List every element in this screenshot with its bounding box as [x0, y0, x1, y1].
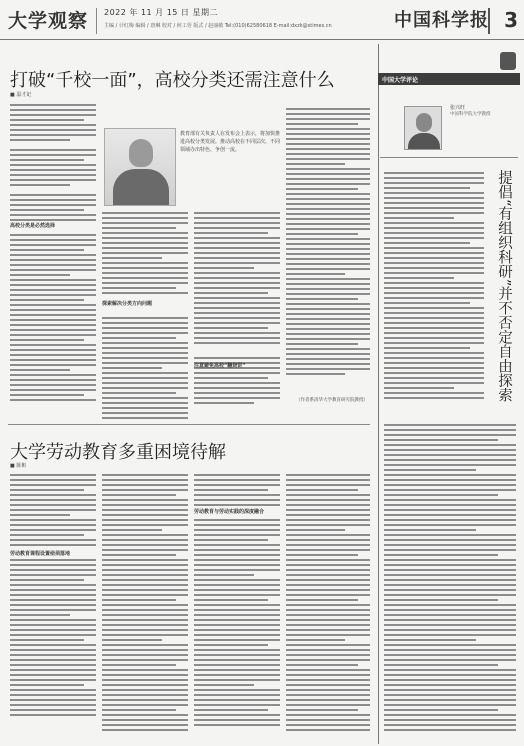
article1-subhead-2: 探索解决分类方向问题: [102, 301, 153, 307]
column-banner: [378, 73, 520, 85]
article1-column-4: [286, 108, 370, 378]
article1-photo: [104, 128, 176, 206]
section-title: 大学观察: [8, 10, 89, 32]
article1-author-note: （作者系清华大学教育研究院教授）: [296, 398, 368, 403]
author-photo-head: [416, 113, 432, 132]
article1-subhead-1: 高校分类是必然选择: [10, 223, 56, 229]
column-body-bottom: [384, 424, 516, 734]
photo-person-head: [129, 139, 153, 167]
article1-subhead-3: 注意避免高校“翻烧饼”: [194, 363, 246, 369]
column-banner-label: 中国大学评论: [382, 77, 419, 84]
issue-date: 2022 年 11 月 15 日 星期二: [104, 8, 218, 17]
photo-person-body: [113, 169, 169, 206]
editor-credits: 主编 / 计红梅 编辑 / 唐琳 校对 / 何工劳 版式 / 赵丽敏 Tel:(010)62580618 E-mail:dxzk@stimes.cn: [104, 23, 332, 29]
masthead-divider: [96, 8, 97, 34]
article2-subhead-1: 劳动教育课程设置亟须落地: [10, 551, 71, 557]
author-photo-body: [408, 133, 440, 150]
masthead: [0, 0, 524, 40]
author-description: 中国科学院大学教授: [450, 112, 491, 117]
page-number: 3: [488, 8, 518, 34]
article2-column-4: [286, 474, 370, 734]
article1-column-1: [10, 104, 96, 404]
article1-headline: 打破“千校一面”，高校分类还需注意什么: [10, 70, 335, 91]
column-rule: [380, 157, 518, 158]
article1-column-3: [194, 212, 280, 407]
newspaper-logo: 中国科学报: [394, 10, 489, 31]
article1-byline: ■ 温才妃: [10, 92, 32, 98]
article-divider: [8, 424, 370, 425]
article2-column-1: [10, 474, 96, 719]
article1-column-2: [102, 212, 188, 422]
column-title: 提倡“有组织科研”并不否定自由探索: [496, 170, 512, 403]
article2-column-2: [102, 474, 188, 734]
article2-headline: 大学劳动教育多重困境待解: [10, 442, 226, 463]
author-name: 张兴旺: [450, 105, 466, 111]
article2-byline: ■ 陈彬: [10, 463, 27, 469]
article1-photo-caption: 教育部有关负责人在发布会上表示，将加快推进高校分类发展。推动高校在不同层次、不同领域办出特色、争创一流。: [180, 131, 281, 153]
column-emblem-icon: [500, 52, 516, 70]
column-body-top: [384, 172, 484, 402]
author-photo: [404, 106, 442, 150]
article2-subhead-2: 劳动教育与劳动实践的深度融合: [194, 509, 265, 515]
